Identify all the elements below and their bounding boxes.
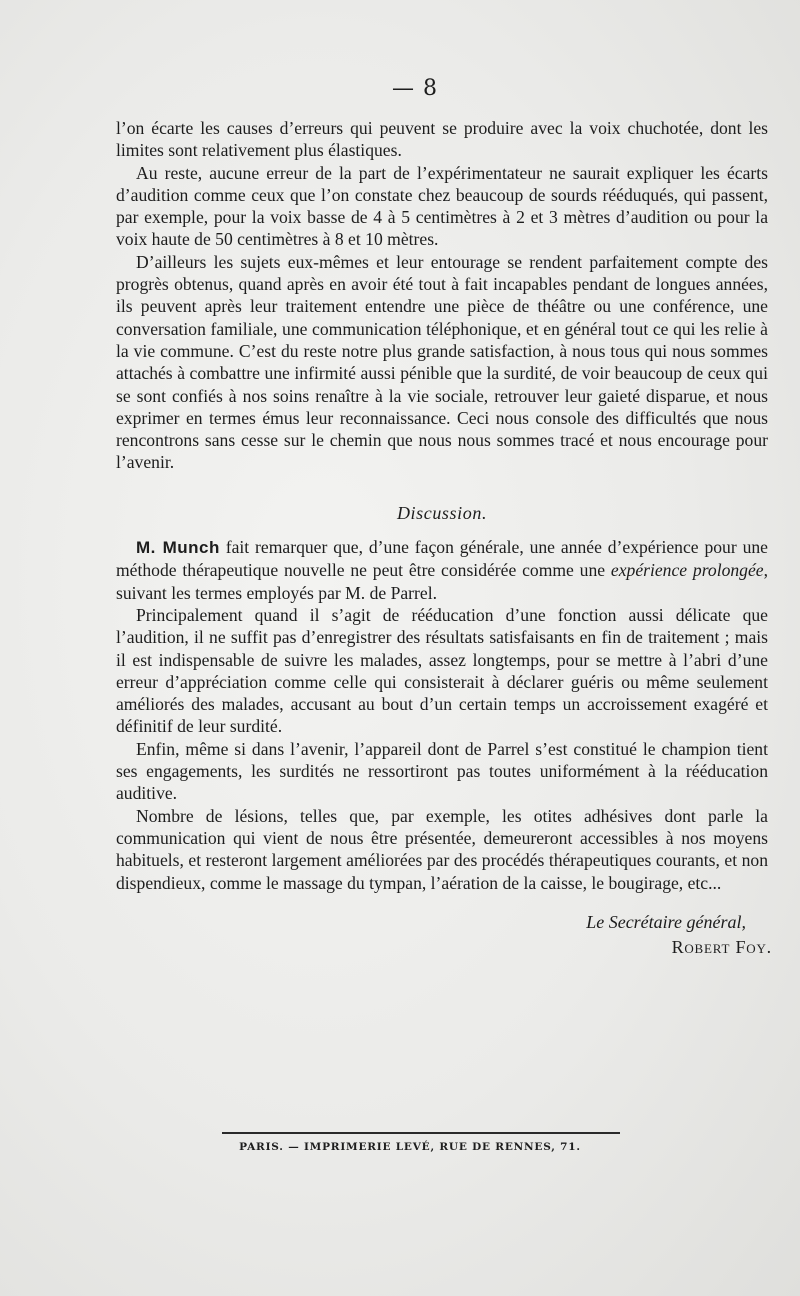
paragraph-reeducation: Principalement quand il s’agit de rééducation d’une fonction aussi délicate que l’audition, il ne suffit pas d’enregistrer des résultats satisfaisants en fin de traitement ; mais il est indispensable de suivre les malades, assez longtemps, pour se mettre à l’abri d’une erreur d’appréciation comme celle qui consisterait à déclarer guéris ou même seulement améliorés des malades, accusant au bout d’un certain temps un accroissement exagéré et définitif de leur surdité. <box>116 604 768 737</box>
remark-emphasis: expérience prolongée <box>610 560 764 581</box>
signature-title: Le Secrétaire général, <box>586 911 746 932</box>
speaker-name: M. Munch <box>136 538 220 558</box>
paragraph-patient-progress: D’ailleurs les sujets eux-mêmes et leur entourage se rendent parfaitement compte des progrès obtenus, quand après en avoir été tout à fait incapables pendant de longues années, ils peuvent après leur traitement entendre une pièce de théâtre ou une conférence, une conversation familiale, une communication téléphonique, et en général tout ce qui les relie à la vie commune. C’est du reste notre plus grande satisfaction, à nous tous qui nous sommes attachés à combattre une infirmité aussi pénible que la surdité, de voir beaucoup de ceux qui se sont confiés à nos soins renaître à la vie sociale, retrouver leur gaieté disparue, et nous exprimer en termes émus leur reconnaissance. Ceci nous console des difficultés que nous rencontrons sans cesse sur le chemin que nous nous sommes tracé et nous encourage pour l’avenir. <box>116 251 768 473</box>
paragraph-lesions: Nombre de lésions, telles que, par exemple, les otites adhésives dont parle la communication qui vient de nous être présentée, demeureront accessibles à nos moyens habituels, et resteront largement améliorées par des procédés thérapeutiques courants, et non dispendieux, comme le massage du tympan, l’aération de la caisse, le bougirage, etc... <box>116 805 768 893</box>
body-text <box>116 117 772 960</box>
paragraph-continuation: l’on écarte les causes d’erreurs qui peuvent se produire avec la voix chuchotée, dont les limites sont relativement plus élastiques. <box>116 118 768 161</box>
page-number: — 8 <box>392 76 438 101</box>
discussion-heading: Discussion. <box>396 502 488 523</box>
signature-block <box>116 910 772 960</box>
remark-text-b: , suivant les termes employés par M. de Parrel. <box>116 560 768 603</box>
remark-text-a: fait remarquer que, d’une façon générale, une année d’expérience pour une méthode thérapeutique nouvelle ne peut être considérée comme une <box>116 537 768 581</box>
paragraph-apparatus: Enfin, même si dans l’avenir, l’appareil dont de Parrel s’est constitué le champion tient ses engagements, les surdités ne ressortiront pas toutes uniformément à la rééducation auditive. <box>116 738 768 804</box>
footer-rule <box>222 1132 620 1134</box>
signature-name: Robert Foy. <box>671 936 772 957</box>
paragraph-audition-gaps: Au reste, aucune erreur de la part de l’expérimentateur ne saurait expliquer les écarts d’audition comme ceux que l’on constate chez beaucoup de sourds rééduqués, qui passent, par exemple, pour la voix basse de 4 à 5 centimètres à 2 et 3 mètres d’audition ou pour la voix haute de 50 centimètres à 8 et 10 mètres. <box>116 162 768 250</box>
printer-imprint: PARIS. — IMPRIMERIE LEVÉ, RUE DE RENNES, 71. <box>239 1141 581 1153</box>
paragraph-munch-remark <box>116 536 768 604</box>
